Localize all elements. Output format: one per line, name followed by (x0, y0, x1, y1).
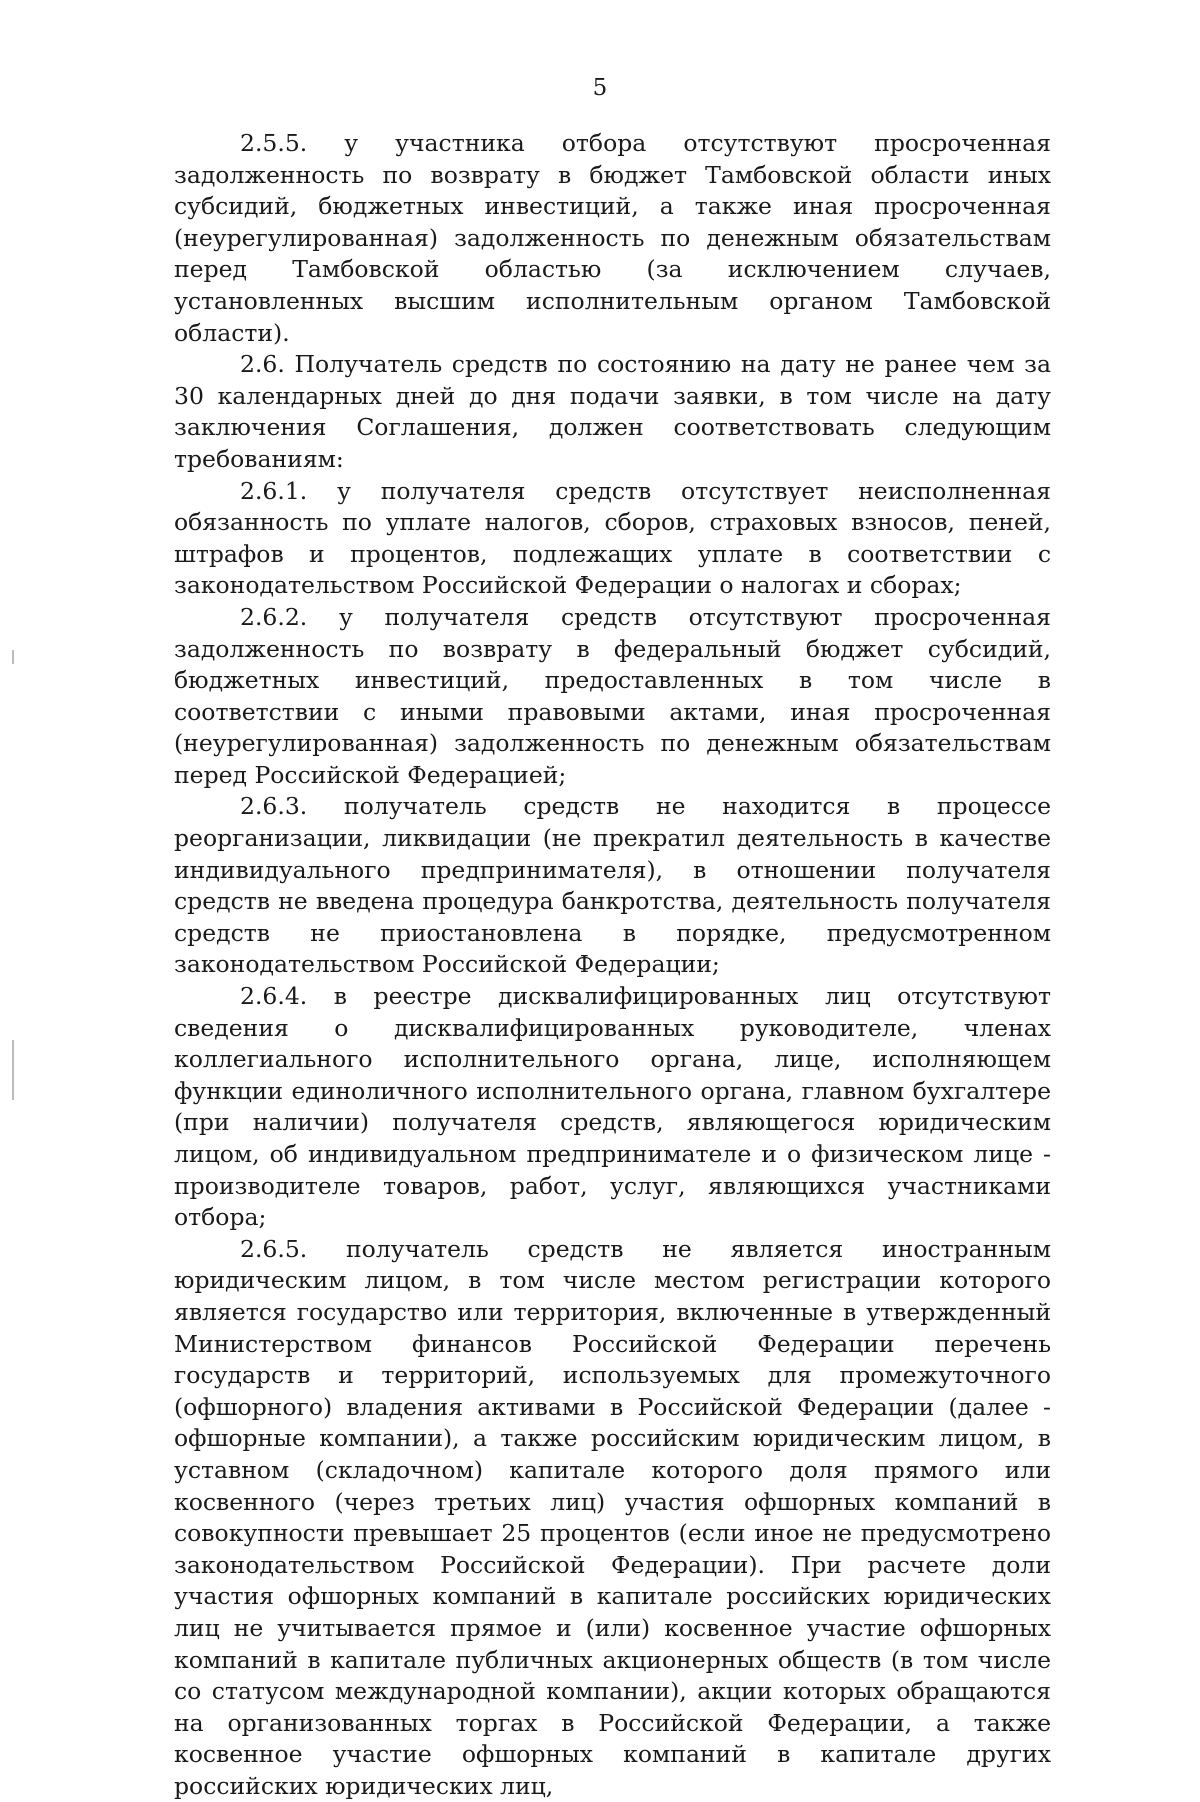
paragraph-2-5-5: 2.5.5. у участника отбора отсутствуют просроченная задолженность по возврату в бюджет Тамбовской области иных субсидий, бюджетных инвестиций, а также иная просроченная (неурегулированная) задолженность по денежным обязательствам перед Тамбовской областью (за исключением случаев, установленных высшим исполнительным органом Тамбовской области). (174, 129, 1051, 347)
scan-artifact (12, 1040, 14, 1100)
document-body (174, 128, 1051, 1802)
paragraph-2-6-1: 2.6.1. у получателя средств отсутствует неисполненная обязанность по уплате налогов, сборов, страховых взносов, пеней, штрафов и процентов, подлежащих уплате в соответствии с законодательством Российской Федерации о налогах и сборах; (174, 476, 1051, 600)
paragraph-2-6-3: 2.6.3. получатель средств не находится в процессе реорганизации, ликвидации (не прекратил деятельность в качестве индивидуального предпринимателя), в отношении получателя средств не введена процедура банкротства, деятельность получателя средств не приостановлена в порядке, предусмотренном законодательством Российской Федерации; (174, 792, 1051, 979)
page-number: 5 (592, 75, 608, 101)
scan-artifact (12, 650, 14, 664)
paragraph-2-6-2: 2.6.2. у получателя средств отсутствуют просроченная задолженность по возврату в федеральный бюджет субсидий, бюджетных инвестиций, предоставленных в том числе в соответствии с иными правовыми актами, иная просроченная (неурегулированная) задолженность по денежным обязательствам перед Российской Федерацией; (174, 602, 1051, 789)
paragraph-2-6: 2.6. Получатель средств по состоянию на дату не ранее чем за 30 календарных дней до дня подачи заявки, в том числе на дату заключения Соглашения, должен соответствовать следующим требованиям: (174, 350, 1051, 473)
paragraph-2-6-4: 2.6.4. в реестре дисквалифицированных лиц отсутствуют сведения о дисквалифицированных руководителе, членах коллегиального исполнительного органа, лице, исполняющем функции единоличного исполнительного органа, главном бухгалтере (при наличии) получателя средств, являющегося юридическим лицом, об индивидуальном предпринимателе и о физическом лице - производителе товаров, работ, услуг, являющихся участниками отбора; (174, 982, 1051, 1232)
paragraph-2-6-5: 2.6.5. получатель средств не является иностранным юридическим лицом, в том числе местом регистрации которого является государство или территория, включенные в утвержденный Министерством финансов Российской Федерации перечень государств и территорий, используемых для промежуточного (офшорного) владения активами в Российской Федерации (далее - офшорные компании), а также российским юридическим лицом, в уставном (складочном) капитале которого доля прямого или косвенного (через третьих лиц) участия офшорных компаний в совокупности превышает 25 процентов (если иное не предусмотрено законодательством Российской Федерации). При расчете доли участия офшорных компаний в капитале российских юридических лиц не учитывается прямое и (или) косвенное участие офшорных компаний в капитале публичных акционерных обществ (в том числе со статусом международной компании), акции которых обращаются на организованных торгах в Российской Федерации, а также косвенное участие офшорных компаний в капитале других российских юридических лиц, (174, 1234, 1051, 1800)
